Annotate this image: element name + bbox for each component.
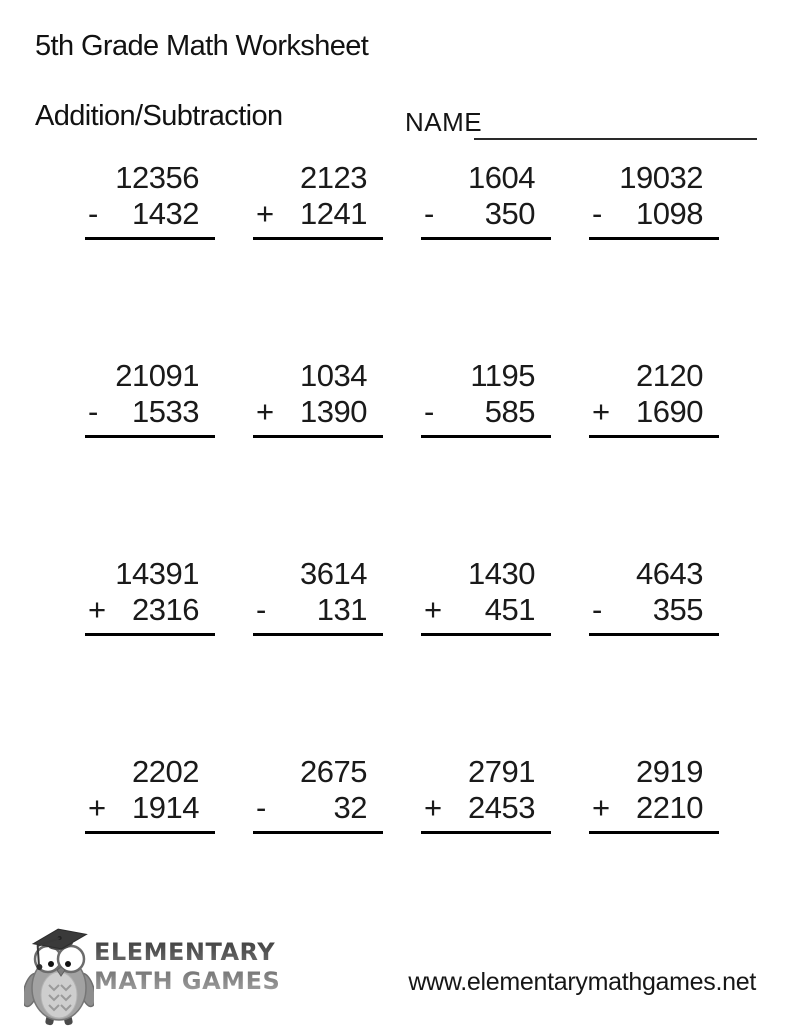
- operand-bottom: 1390: [300, 394, 367, 429]
- operand-top: 14391: [115, 556, 199, 591]
- problems-grid: [85, 160, 719, 834]
- math-problem-10: [253, 556, 383, 636]
- operand-top: 2123: [300, 160, 367, 195]
- operator: +: [424, 592, 442, 627]
- math-problem-8: [589, 358, 719, 438]
- operand-bottom: 1914: [132, 790, 199, 825]
- logo-wordmark: [94, 938, 280, 996]
- owl-graduation-cap-icon: [24, 928, 94, 1031]
- operator: -: [424, 394, 434, 429]
- operand-top: 2919: [636, 754, 703, 789]
- operand-top: 3614: [300, 556, 367, 591]
- worksheet-subtitle: Addition/Subtraction: [35, 100, 283, 132]
- operator: +: [88, 592, 106, 627]
- operand-top: 1604: [468, 160, 535, 195]
- operand-top: 1034: [300, 358, 367, 393]
- operator: +: [592, 394, 610, 429]
- operand-top: 12356: [115, 160, 199, 195]
- operand-bottom: 2453: [468, 790, 535, 825]
- operator: -: [592, 592, 602, 627]
- operand-bottom: 2316: [132, 592, 199, 627]
- operand-bottom: 350: [484, 196, 535, 231]
- math-problem-11: [421, 556, 551, 636]
- operand-bottom: 1098: [636, 196, 703, 231]
- math-problem-12: [589, 556, 719, 636]
- operator: +: [424, 790, 442, 825]
- operand-bottom: 32: [333, 790, 367, 825]
- math-problem-16: [589, 754, 719, 834]
- logo-line1: ELEMENTARY: [94, 938, 276, 966]
- operand-bottom: 1241: [300, 196, 367, 231]
- operator: -: [424, 196, 434, 231]
- math-problem-9: [85, 556, 215, 636]
- operand-bottom: 131: [316, 592, 367, 627]
- operator: +: [88, 790, 106, 825]
- math-problem-4: [589, 160, 719, 240]
- operand-bottom: 1690: [636, 394, 703, 429]
- operand-bottom: 1533: [132, 394, 199, 429]
- operator: -: [256, 592, 266, 627]
- operator: -: [592, 196, 602, 231]
- math-problem-6: [253, 358, 383, 438]
- operator: -: [88, 394, 98, 429]
- math-problem-2: [253, 160, 383, 240]
- name-blank-line: [474, 114, 757, 140]
- operand-top: 21091: [115, 358, 199, 393]
- operand-top: 1430: [468, 556, 535, 591]
- operand-bottom: 585: [484, 394, 535, 429]
- operand-top: 4643: [636, 556, 703, 591]
- website-url: www.elementarymathgames.net: [408, 968, 756, 996]
- operand-top: 1195: [470, 358, 535, 393]
- math-problem-14: [253, 754, 383, 834]
- name-label: NAME: [405, 107, 483, 137]
- math-problem-15: [421, 754, 551, 834]
- page-title: 5th Grade Math Worksheet: [35, 30, 369, 62]
- operand-bottom: 451: [484, 592, 535, 627]
- operator: -: [88, 196, 98, 231]
- logo-line2: MATH GAMES: [94, 967, 281, 995]
- operand-top: 2791: [468, 754, 535, 789]
- operand-top: 2675: [300, 754, 367, 789]
- math-problem-3: [421, 160, 551, 240]
- math-problem-7: [421, 358, 551, 438]
- operator: +: [592, 790, 610, 825]
- operator: +: [256, 196, 274, 231]
- math-problem-13: [85, 754, 215, 834]
- operator: +: [256, 394, 274, 429]
- operator: -: [256, 790, 266, 825]
- math-problem-5: [85, 358, 215, 438]
- operand-top: 19032: [619, 160, 703, 195]
- operand-top: 2202: [132, 754, 199, 789]
- operand-bottom: 2210: [636, 790, 703, 825]
- operand-top: 2120: [636, 358, 703, 393]
- operand-bottom: 1432: [132, 196, 199, 231]
- math-problem-1: [85, 160, 215, 240]
- operand-bottom: 355: [652, 592, 703, 627]
